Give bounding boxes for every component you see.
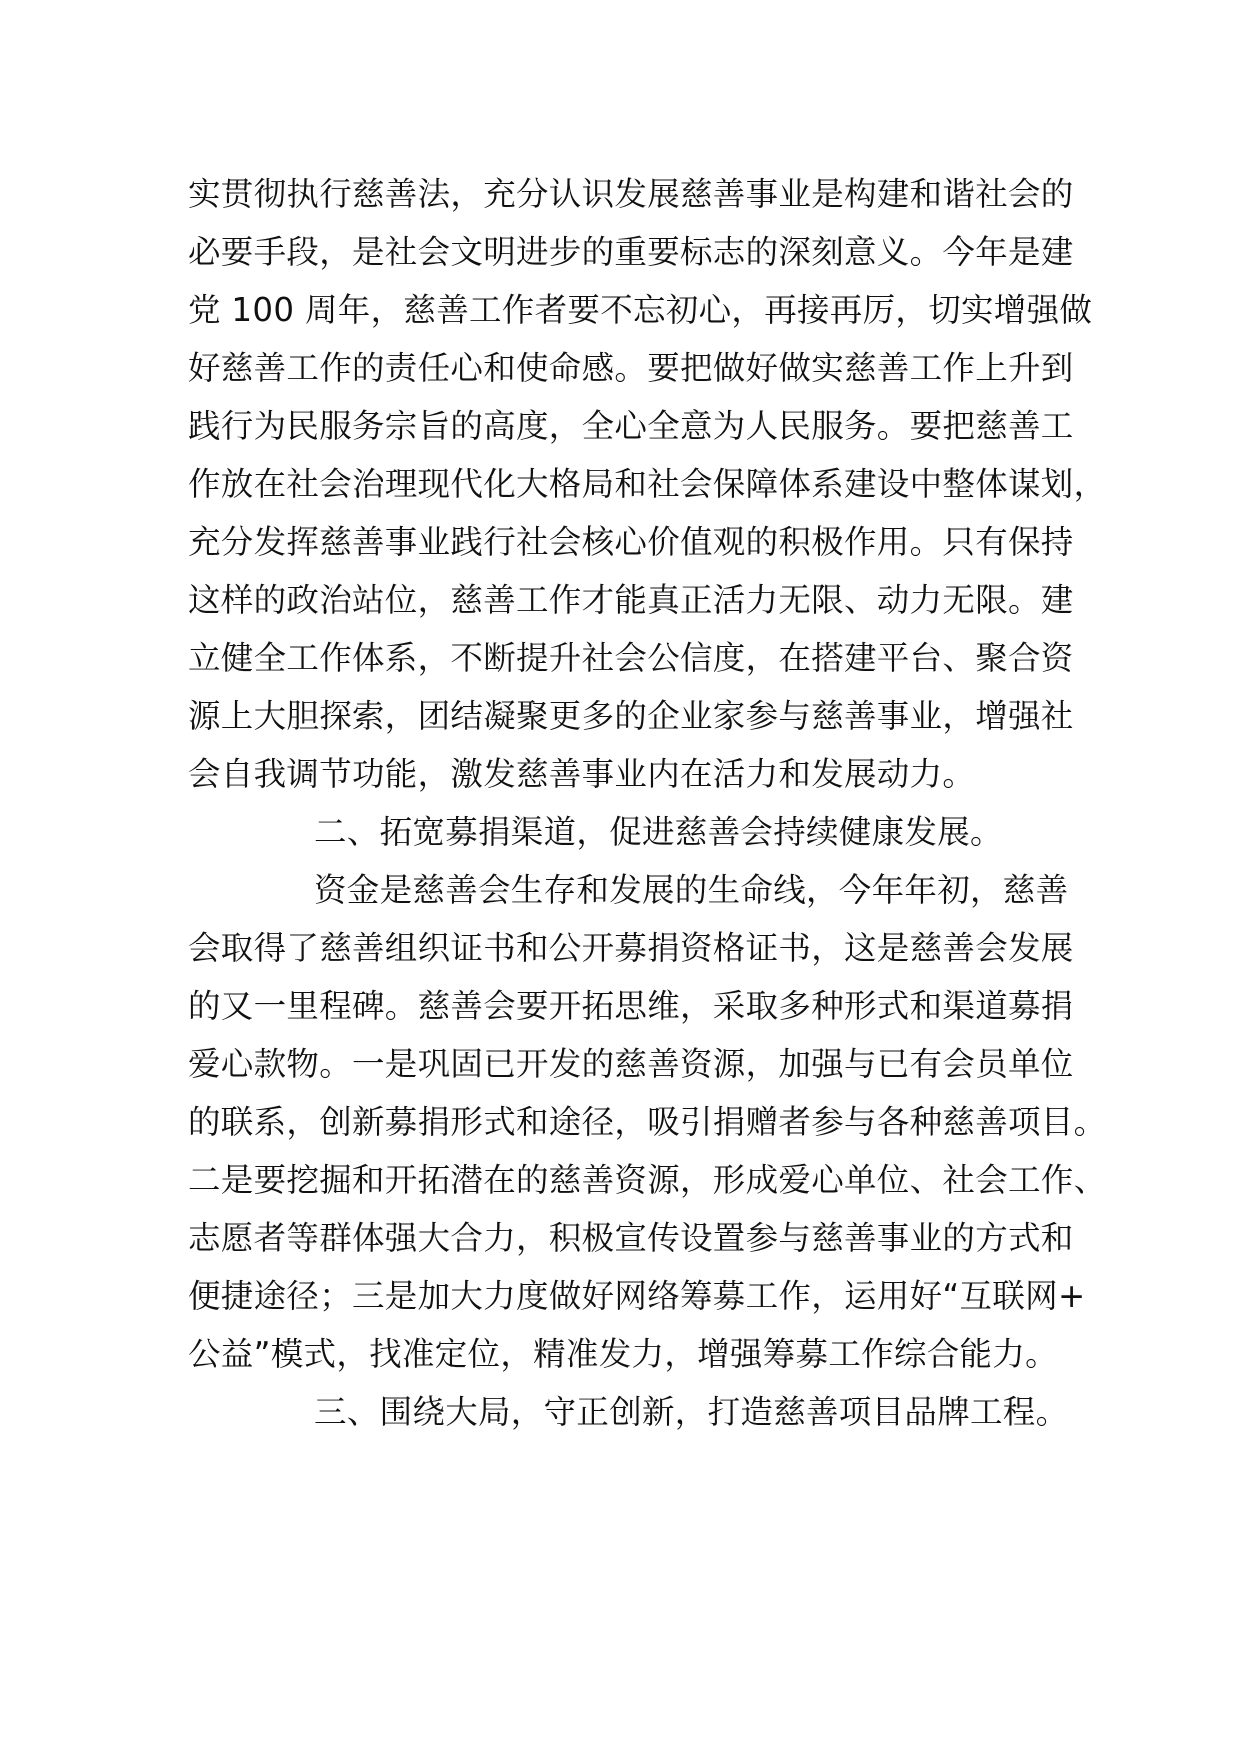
text-line: 的联系，创新募捐形式和途径，吸引捐赠者参与各种慈善项目。 (188, 1103, 1107, 1141)
text-line: 便捷途径；三是加大力度做好网络筹募工作，运用好“互联网+ (188, 1277, 1086, 1315)
text-line: 的又一里程碑。慈善会要开拓思维，采取多种形式和渠道募捐 (188, 987, 1074, 1025)
text-line: 作放在社会治理现代化大格局和社会保障体系建设中整体谋划， (188, 465, 1107, 503)
text-line: 践行为民服务宗旨的高度，全心全意为人民服务。要把慈善工 (188, 407, 1074, 445)
text-line: 必要手段，是社会文明进步的重要标志的深刻意义。今年是建 (188, 233, 1074, 271)
text-line: 立健全工作体系，不断提升社会公信度，在搭建平台、聚合资 (188, 639, 1074, 677)
text-line: 源上大胆探索，团结凝聚更多的企业家参与慈善事业，增强社 (188, 697, 1074, 735)
text-line: 党 100 周年，慈善工作者要不忘初心，再接再厉，切实增强做 (188, 291, 1093, 329)
text-line: 志愿者等群体强大合力，积极宣传设置参与慈善事业的方式和 (188, 1219, 1074, 1257)
text-line: 好慈善工作的责任心和使命感。要把做好做实慈善工作上升到 (188, 349, 1074, 387)
text-line: 二是要挖掘和开拓潜在的慈善资源，形成爱心单位、社会工作、 (188, 1161, 1107, 1199)
text-line: 会自我调节功能，激发慈善事业内在活力和发展动力。 (188, 755, 976, 793)
text-line: 爱心款物。一是巩固已开发的慈善资源，加强与已有会员单位 (188, 1045, 1074, 1083)
text-line: 公益”模式，找准定位，精准发力，增强筹募工作综合能力。 (188, 1335, 1058, 1373)
section-heading: 二、拓宽募捐渠道，促进慈善会持续健康发展。 (314, 813, 1003, 851)
section-heading: 三、围绕大局，守正创新，打造慈善项目品牌工程。 (314, 1393, 1069, 1431)
text-line: 充分发挥慈善事业践行社会核心价值观的积极作用。只有保持 (188, 523, 1074, 561)
text-line: 会取得了慈善组织证书和公开募捐资格证书，这是慈善会发展 (188, 929, 1074, 967)
text-line: 这样的政治站位，慈善工作才能真正活力无限、动力无限。建 (188, 581, 1074, 619)
text-line: 资金是慈善会生存和发展的生命线，今年年初，慈善 (314, 871, 1069, 909)
text-line: 实贯彻执行慈善法，充分认识发展慈善事业是构建和谐社会的 (188, 175, 1074, 213)
